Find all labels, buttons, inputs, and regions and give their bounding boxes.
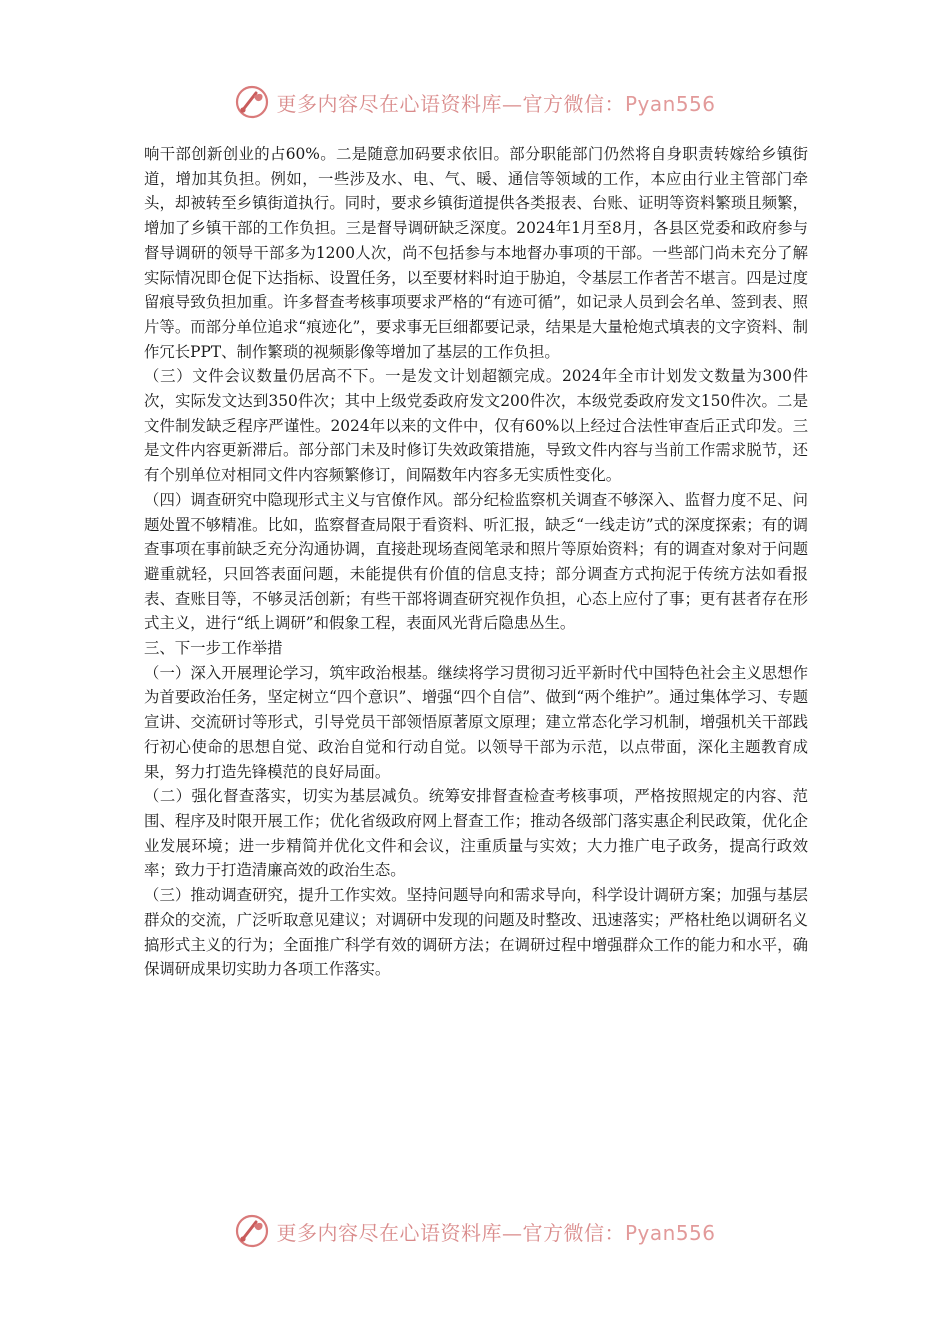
header-watermark [0,82,950,122]
paragraph-5: （二）强化督查落实，切实为基层减负。统筹安排督查检查考核事项，严格按照规定的内容、范围、程序及时限开展工作；优化省级政府网上督查工作；推动各级部门落实惠企利民政策，优化企业发展环境；进一步精简并优化文件和会议，注重质量与实效；大力推广电子政务，提高行政效率；致力于打造清廉高效的政治生态。 [144,787,808,880]
paragraph-6: （三）推动调查研究，提升工作实效。坚持问题导向和需求导向，科学设计调研方案；加强与基层群众的交流，广泛听取意见建议；对调研中发现的问题及时整改、迅速落实；严格杜绝以调研名义搞形式主义的行为；全面推广科学有效的调研方法；在调研过程中增强群众工作的能力和水平，确保调研成果切实助力各项工作落实。 [144,886,808,979]
paragraph-2: （三）文件会议数量仍居高不下。一是发文计划超额完成。2024年全市计划发文数量为300件次，实际发文达到350件次；其中上级党委政府发文200件次，本级党委政府发文150件次。二是文件制发缺乏程序严谨性。2024年以来的文件中，仅有60%以上经过合法性审查后正式印发。三是文件内容更新滞后。部分部门未及时修订失效政策措施，导致文件内容与当前工作需求脱节，还有个别单位对相同文件内容频繁修订，间隔数年内容多无实质性变化。 [144,367,808,485]
watermark-wechat-id: Pyan556 [624,1220,716,1245]
document-body [144,142,808,982]
paragraph-3: （四）调查研究中隐现形式主义与官僚作风。部分纪检监察机关调查不够深入、监督力度不足、问题处置不够精准。比如，监察督查局限于看资料、听汇报，缺乏“一线走访”式的深度探索；有的调查事项在事前缺乏充分沟通协调，直接赴现场查阅笔录和照片等原始资料；有的调查对象对于问题避重就轻，只回答表面问题，未能提供有价值的信息支持；部分调查方式拘泥于传统方法如看报表、查账目等，不够灵活创新；有些干部将调查研究视作负担，心态上应付了事；更有甚者存在形式主义，进行“纸上调研”和假象工程，表面风光背后隐患丛生。 [144,490,808,633]
section-heading: 三、下一步工作举措 [144,639,283,658]
watermark-label: 更多内容尽在心语资料库—官方微信： [276,1220,625,1245]
watermark-text [276,88,715,117]
watermark-wechat-id: Pyan556 [624,91,716,116]
paragraph-4: （一）深入开展理论学习，筑牢政治根基。继续将学习贯彻习近平新时代中国特色社会主义思想作为首要政治任务，坚定树立“四个意识”、增强“四个自信”、做到“两个维护”。通过集体学习、专题宣讲、交流研讨等形式，引导党员干部领悟原著原文原理；建立常态化学习机制，增强机关干部践行初心使命的思想自觉、政治自觉和行动自觉。以领导干部为示范，以点带面，深化主题教育成果，努力打造先锋模范的良好局面。 [144,663,808,781]
brush-logo-icon [234,1213,270,1249]
watermark-label: 更多内容尽在心语资料库—官方微信： [276,91,625,116]
paragraph-1: 响干部创新创业的占60%。二是随意加码要求依旧。部分职能部门仍然将自身职责转嫁给乡镇街道，增加其负担。例如，一些涉及水、电、气、暖、通信等领域的工作，本应由行业主管部门牵头，却被转至乡镇街道执行。同时，要求乡镇街道提供各类报表、台账、证明等资料繁琐且频繁，增加了乡镇干部的工作负担。三是督导调研缺乏深度。2024年1月至8月，各县区党委和政府参与督导调研的领导干部多为1200人次，尚不包括参与本地督办事项的干部。一些部门尚未充分了解实际情况即仓促下达指标、设置任务，以至要材料时迫于胁迫，令基层工作者苦不堪言。四是过度留痕导致负担加重。许多督查考核事项要求严格的“有迹可循”，如记录人员到会名单、签到表、照片等。而部分单位追求“痕迹化”，要求事无巨细都要记录，结果是大量枪炮式填表的文字资料、制作冗长PPT、制作繁琐的视频影像等增加了基层的工作负担。 [144,145,808,361]
brush-logo-icon [234,84,270,120]
watermark-text [276,1217,715,1246]
footer-watermark [0,1211,950,1251]
